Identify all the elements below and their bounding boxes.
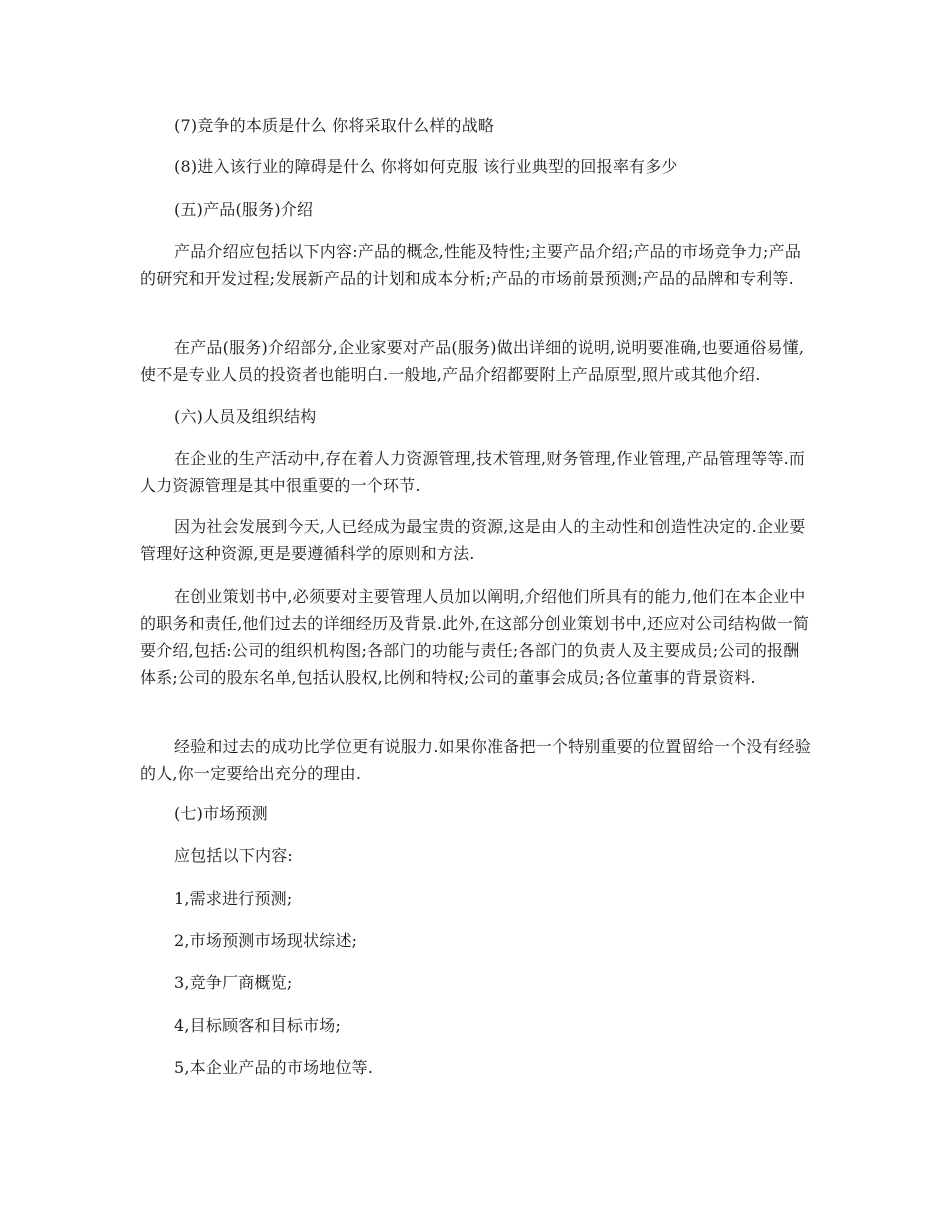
paragraph-product-intro-details: 在产品(服务)介绍部分,企业家要对产品(服务)做出详细的说明,说明要准确,也要通俗易懂,使不是专业人员的投资者也能明白.一般地,产品介绍都要附上产品原型,照片或其他介绍. [140,338,805,384]
list-item-market-status: 2,市场预测市场现状综述; [174,931,358,950]
list-item-demand-forecast: 1,需求进行预测; [174,889,293,908]
paragraph-experience: 经验和过去的成功比学位更有说服力.如果你准备把一个特别重要的位置留给一个没有经验的人,你一定要给出充分的理由. [140,737,812,783]
paragraph-industry-barriers: (8)进入该行业的障碍是什么 你将如何克服 该行业典型的回报率有多少 [174,157,678,176]
list-item-competitors: 3,竞争厂商概览; [174,973,293,992]
paragraph-should-include: 应包括以下内容: [174,846,293,865]
paragraph-product-intro-contents: 产品介绍应包括以下内容:产品的概念,性能及特性;主要产品介绍;产品的市场竞争力;产品的研究和开发过程;发展新产品的计划和成本分析;产品的市场前景预测;产品的品牌和专利等. [140,242,802,288]
paragraph-human-resource-value: 因为社会发展到今天,人已经成为最宝贵的资源,这是由人的主动性和创造性决定的.企业要管理好这种资源,更是要遵循科学的原则和方法. [140,517,806,563]
paragraph-management-team: 在创业策划书中,必须要对主要管理人员加以阐明,介绍他们所具有的能力,他们在本企业中的职务和责任,他们过去的详细经历及背景.此外,在这部分创业策划书中,还应对公司结构做一简要介绍,包括:公司的组织机构图;各部门的功能与责任;各部门的负责人及主要成员;公司的报酬体系;公司的股东名单,包括认股权,比例和特权;公司的董事会成员;各位董事的背景资料. [140,587,810,687]
paragraph-competition-nature: (7)竞争的本质是什么 你将采取什么样的战略 [174,116,495,135]
section-heading-market-forecast: (七)市场预测 [174,804,268,823]
list-item-market-position: 5,本企业产品的市场地位等. [174,1058,374,1077]
section-heading-product-service: (五)产品(服务)介绍 [174,200,314,219]
list-item-target-market: 4,目标顾客和目标市场; [174,1016,342,1035]
paragraph-hr-management: 在企业的生产活动中,存在着人力资源管理,技术管理,财务管理,作业管理,产品管理等等.而人力资源管理是其中很重要的一个环节. [140,449,806,495]
section-heading-personnel-organization: (六)人员及组织结构 [174,407,317,426]
